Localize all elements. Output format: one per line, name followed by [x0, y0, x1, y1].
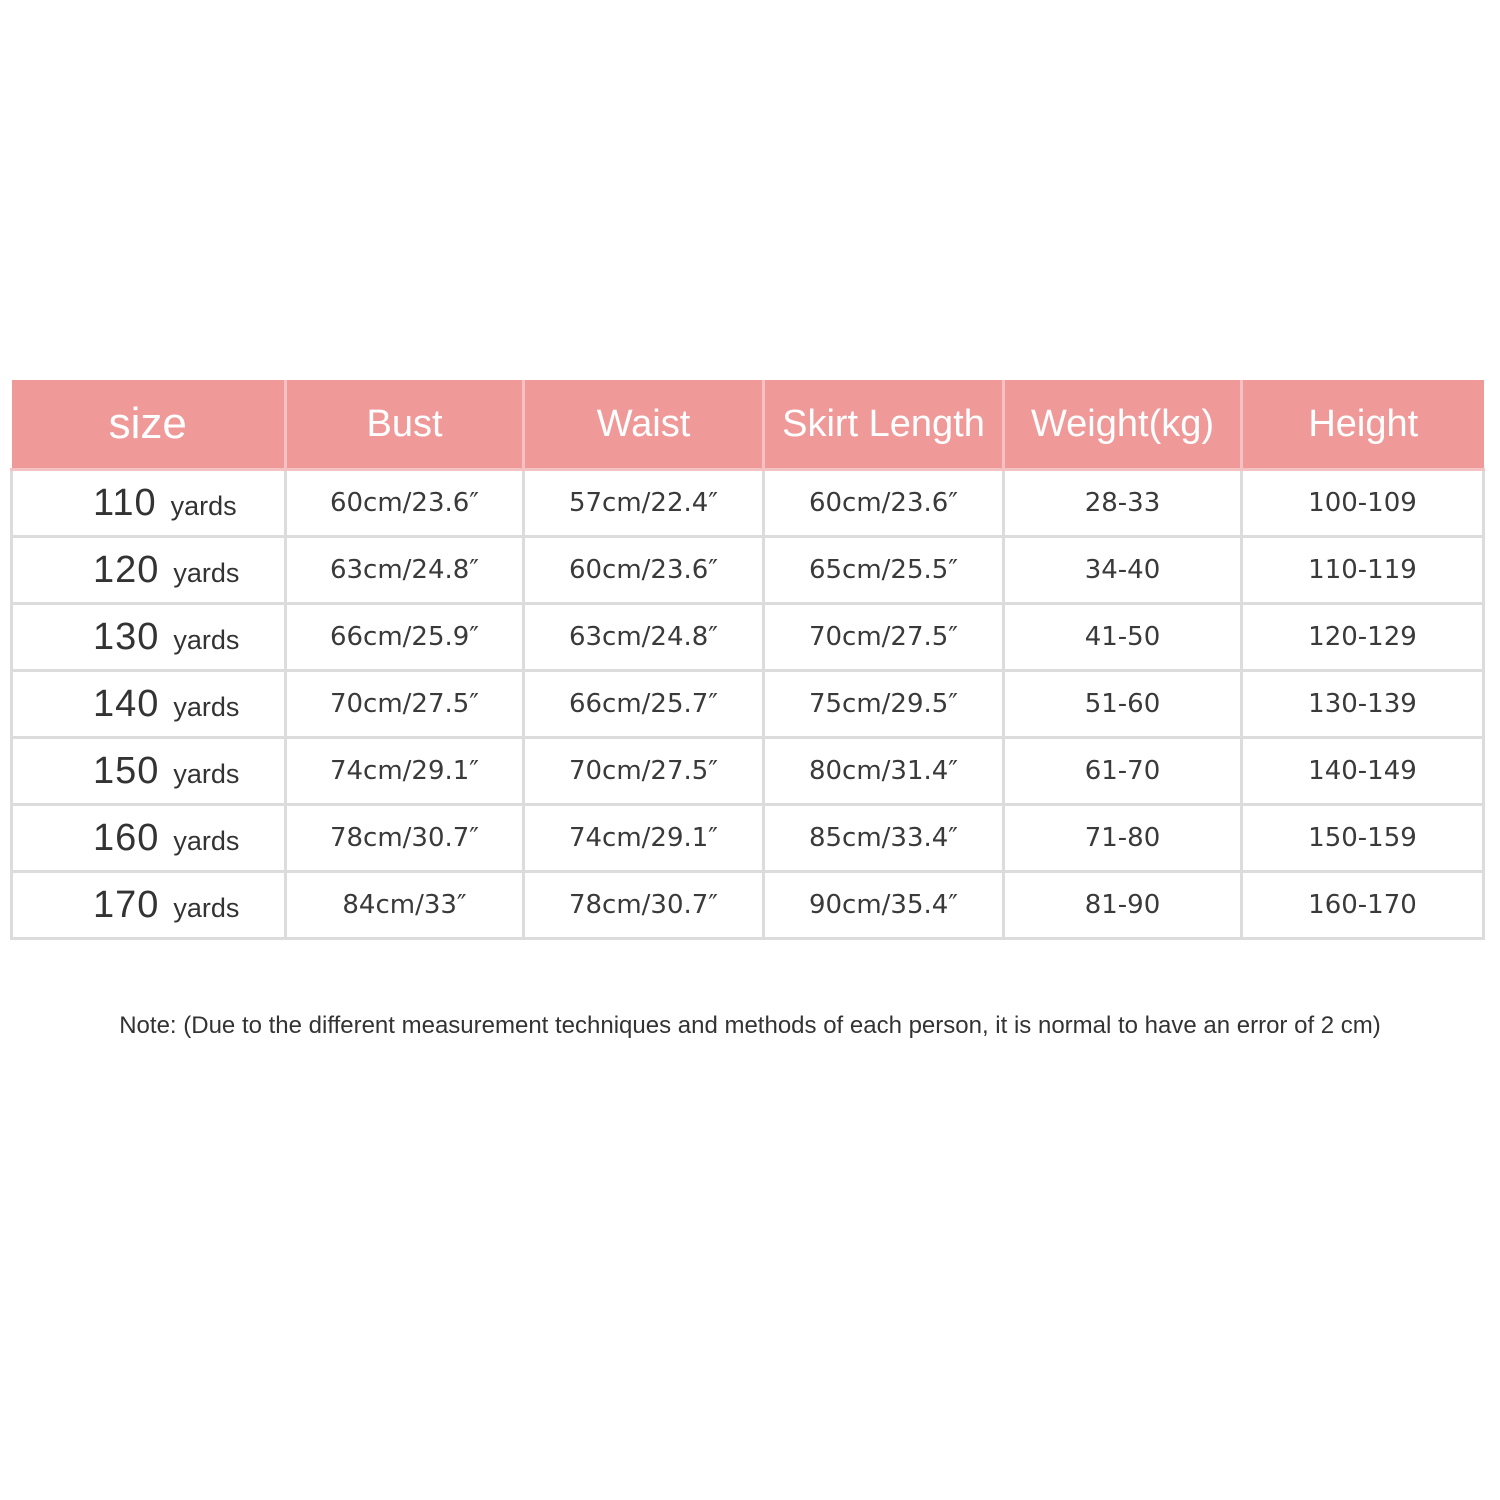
size-cell [12, 604, 286, 671]
skirt-length-cell: 60cm/23.6″ [764, 470, 1004, 537]
height-cell: 150-159 [1242, 805, 1484, 872]
weight-cell: 28-33 [1004, 470, 1242, 537]
header-row [12, 380, 1484, 470]
weight-cell: 34-40 [1004, 537, 1242, 604]
bust-cell: 84cm/33″ [286, 872, 524, 939]
weight-cell: 51-60 [1004, 671, 1242, 738]
height-cell: 160-170 [1242, 872, 1484, 939]
skirt-length-cell: 70cm/27.5″ [764, 604, 1004, 671]
header-height: Height [1242, 380, 1484, 470]
table-row [12, 738, 1484, 805]
size-value: 170 [93, 883, 160, 926]
size-value: 160 [93, 816, 160, 859]
skirt-length-cell: 65cm/25.5″ [764, 537, 1004, 604]
height-cell: 130-139 [1242, 671, 1484, 738]
waist-cell: 60cm/23.6″ [524, 537, 764, 604]
skirt-length-cell: 90cm/35.4″ [764, 872, 1004, 939]
size-cell [12, 671, 286, 738]
table-row [12, 671, 1484, 738]
table-row [12, 537, 1484, 604]
waist-cell: 78cm/30.7″ [524, 872, 764, 939]
measurement-note: Note: (Due to the different measurement techniques and methods of each person, it is normal to have an error of 2 cm) [119, 1012, 1381, 1039]
bust-cell: 60cm/23.6″ [286, 470, 524, 537]
size-value: 140 [93, 682, 160, 725]
size-value: 120 [93, 548, 160, 591]
bust-cell: 78cm/30.7″ [286, 805, 524, 872]
table-row [12, 470, 1484, 537]
size-value: 150 [93, 749, 160, 792]
size-unit: yards [173, 557, 240, 588]
height-cell: 140-149 [1242, 738, 1484, 805]
weight-cell: 61-70 [1004, 738, 1242, 805]
bust-cell: 66cm/25.9″ [286, 604, 524, 671]
header-weight: Weight(kg) [1004, 380, 1242, 470]
table-row [12, 604, 1484, 671]
waist-cell: 66cm/25.7″ [524, 671, 764, 738]
skirt-length-cell: 85cm/33.4″ [764, 805, 1004, 872]
header-bust: Bust [286, 380, 524, 470]
size-unit: yards [170, 490, 237, 521]
size-unit: yards [173, 758, 240, 789]
height-cell: 120-129 [1242, 604, 1484, 671]
skirt-length-cell: 80cm/31.4″ [764, 738, 1004, 805]
size-cell [12, 470, 286, 537]
size-unit: yards [173, 825, 240, 856]
header-waist: Waist [524, 380, 764, 470]
waist-cell: 70cm/27.5″ [524, 738, 764, 805]
weight-cell: 41-50 [1004, 604, 1242, 671]
bust-cell: 70cm/27.5″ [286, 671, 524, 738]
header-size: size [12, 380, 286, 470]
size-cell [12, 872, 286, 939]
table-row [12, 805, 1484, 872]
size-value: 110 [93, 481, 157, 524]
table-row [12, 872, 1484, 939]
weight-cell: 71-80 [1004, 805, 1242, 872]
height-cell: 110-119 [1242, 537, 1484, 604]
size-chart-table [10, 380, 1485, 940]
size-unit: yards [173, 892, 240, 923]
size-unit: yards [173, 691, 240, 722]
bust-cell: 74cm/29.1″ [286, 738, 524, 805]
waist-cell: 74cm/29.1″ [524, 805, 764, 872]
waist-cell: 63cm/24.8″ [524, 604, 764, 671]
size-cell [12, 738, 286, 805]
waist-cell: 57cm/22.4″ [524, 470, 764, 537]
weight-cell: 81-90 [1004, 872, 1242, 939]
size-cell [12, 537, 286, 604]
header-skirt-length: Skirt Length [764, 380, 1004, 470]
height-cell: 100-109 [1242, 470, 1484, 537]
size-unit: yards [173, 624, 240, 655]
bust-cell: 63cm/24.8″ [286, 537, 524, 604]
skirt-length-cell: 75cm/29.5″ [764, 671, 1004, 738]
size-value: 130 [93, 615, 160, 658]
size-cell [12, 805, 286, 872]
